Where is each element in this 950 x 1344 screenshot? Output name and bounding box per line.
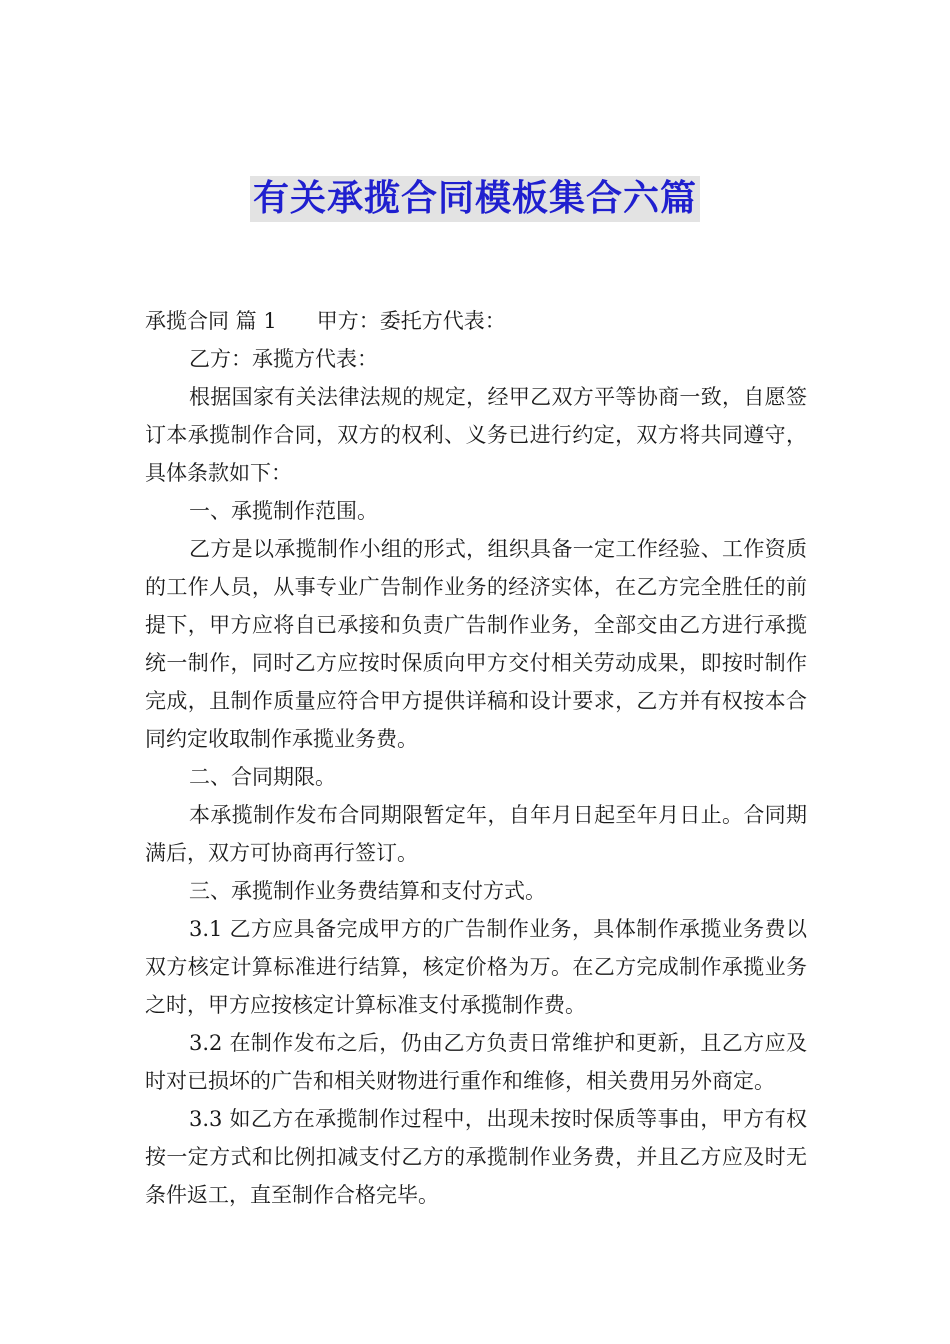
clause-3-1-paragraph: 3.1 乙方应具备完成甲方的广告制作业务，具体制作承揽业务费以双方核定计算标准进行结算，核定价格为万。在乙方完成制作承揽业务之时，甲方应按核定计算标准支付承揽制作费。 xyxy=(145,917,807,1017)
clause-3-3-paragraph: 3.3 如乙方在承揽制作过程中，出现未按时保质等事由，甲方有权按一定方式和比例扣减支付乙方的承揽制作业务费，并且乙方应及时无条件返工，直至制作合格完毕。 xyxy=(145,1107,807,1207)
preamble-paragraph: 根据国家有关法律法规的规定，经甲乙双方平等协商一致，自愿签订本承揽制作合同，双方的权利、义务已进行约定，双方将共同遵守，具体条款如下： xyxy=(145,385,807,485)
document-body xyxy=(145,302,807,1214)
section-1-paragraph: 乙方是以承揽制作小组的形式，组织具备一定工作经验、工作资质的工作人员，从事专业广告制作业务的经济实体，在乙方完全胜任的前提下，甲方应将自已承接和负责广告制作业务，全部交由乙方进行承揽统一制作，同时乙方应按时保质向甲方交付相关劳动成果，即按时制作完成，且制作质量应符合甲方提供详稿和设计要求，乙方并有权按本合同约定收取制作承揽业务费。 xyxy=(145,537,807,751)
section-2-paragraph: 本承揽制作发布合同期限暂定年，自年月日起至年月日止。合同期满后，双方可协商再行签订。 xyxy=(145,803,807,865)
party-b-line: 乙方：承揽方代表： xyxy=(189,347,378,371)
contract-heading: 承揽合同 篇 1 xyxy=(145,309,277,333)
party-a-line: 甲方：委托方代表： xyxy=(316,309,506,333)
section-1-heading: 一、承揽制作范围。 xyxy=(189,499,378,523)
document-title: 有关承揽合同模板集合六篇 xyxy=(250,176,700,222)
contract-heading-line xyxy=(145,302,807,340)
section-2-heading: 二、合同期限。 xyxy=(189,765,336,789)
clause-3-2-paragraph: 3.2 在制作发布之后，仍由乙方负责日常维护和更新，且乙方应及时对已损坏的广告和相关财物进行重作和维修，相关费用另外商定。 xyxy=(145,1031,807,1093)
title-container xyxy=(0,176,950,222)
section-3-heading: 三、承揽制作业务费结算和支付方式。 xyxy=(189,879,546,903)
